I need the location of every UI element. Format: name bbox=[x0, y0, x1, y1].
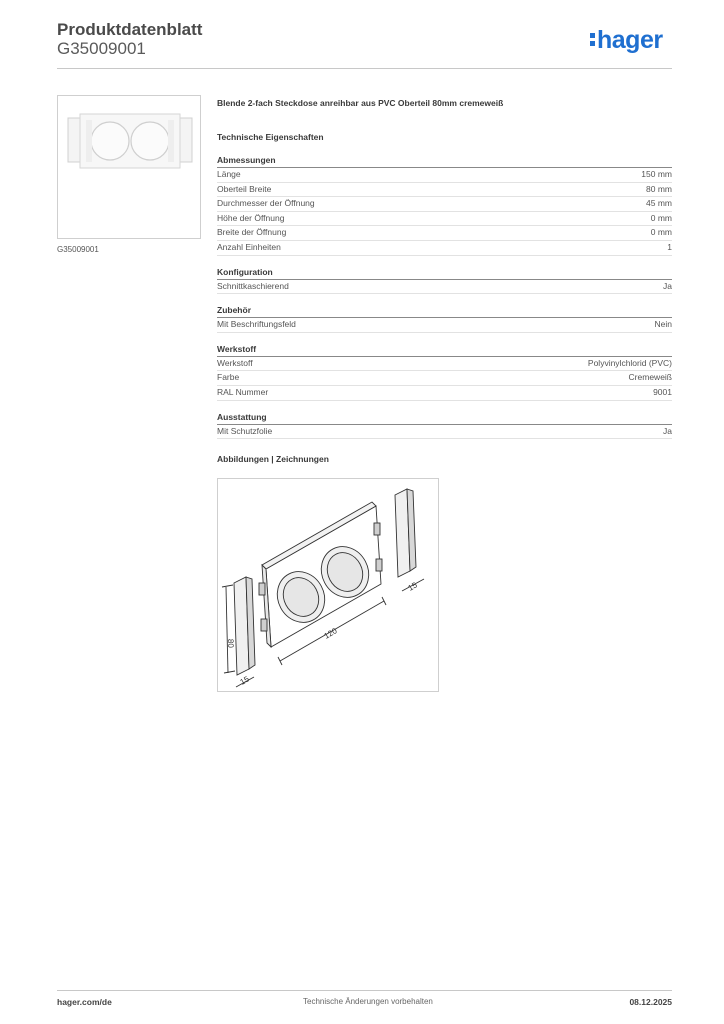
footer-date: 08.12.2025 bbox=[629, 997, 672, 1007]
section-heading: Konfiguration bbox=[217, 266, 672, 280]
dim-height-label: 80 bbox=[226, 638, 236, 648]
property-row bbox=[217, 318, 672, 333]
property-value: 9001 bbox=[653, 386, 672, 397]
header-divider bbox=[57, 68, 672, 69]
page-title: Produktdatenblatt bbox=[57, 20, 203, 39]
property-value: 1 bbox=[667, 241, 672, 252]
property-row bbox=[217, 425, 672, 440]
logo-text: hager bbox=[597, 26, 663, 54]
property-row bbox=[217, 386, 672, 401]
property-section bbox=[217, 304, 672, 333]
property-label: Werkstoff bbox=[217, 357, 253, 368]
property-sections bbox=[217, 154, 672, 439]
thumbnail-caption: G35009001 bbox=[57, 245, 99, 254]
property-label: Breite der Öffnung bbox=[217, 227, 287, 238]
section-heading: Abmessungen bbox=[217, 154, 672, 168]
property-label: Farbe bbox=[217, 372, 240, 383]
property-label: Mit Beschriftungsfeld bbox=[217, 319, 296, 330]
logo-dots-icon bbox=[590, 29, 597, 49]
property-row bbox=[217, 226, 672, 241]
section-heading: Zubehör bbox=[217, 304, 672, 318]
property-label: Mit Schutzfolie bbox=[217, 425, 273, 436]
property-value: Nein bbox=[654, 319, 672, 330]
property-row bbox=[217, 371, 672, 386]
dim-cap-right-label: 15 bbox=[406, 580, 419, 593]
property-row bbox=[217, 212, 672, 227]
property-label: RAL Nummer bbox=[217, 386, 269, 397]
property-value: 0 mm bbox=[650, 227, 672, 238]
property-label: Oberteil Breite bbox=[217, 183, 272, 194]
section-heading: Ausstattung bbox=[217, 411, 672, 425]
property-label: Schnittkaschierend bbox=[217, 280, 289, 291]
property-value: Cremeweiß bbox=[628, 372, 672, 383]
property-label: Anzahl Einheiten bbox=[217, 241, 281, 252]
property-value: 150 mm bbox=[641, 169, 672, 179]
property-row bbox=[217, 183, 672, 198]
property-label: Höhe der Öffnung bbox=[217, 212, 285, 223]
property-value: 45 mm bbox=[646, 198, 672, 209]
drawings-heading: Abbildungen | Zeichnungen bbox=[217, 454, 329, 465]
property-row bbox=[217, 357, 672, 372]
product-thumbnail-image bbox=[58, 96, 200, 238]
property-row bbox=[217, 280, 672, 295]
property-section bbox=[217, 343, 672, 401]
product-title: Blende 2-fach Steckdose anreihbar aus PVC Oberteil 80mm cremeweiß bbox=[217, 98, 504, 108]
property-label: Durchmesser der Öffnung bbox=[217, 198, 315, 209]
property-value: Ja bbox=[663, 280, 672, 291]
footer-divider bbox=[57, 990, 672, 991]
property-value: Polyvinylchlorid (PVC) bbox=[587, 357, 672, 368]
property-section bbox=[217, 266, 672, 295]
property-row bbox=[217, 197, 672, 212]
footer-website: hager.com/de bbox=[57, 997, 112, 1007]
property-section bbox=[217, 154, 672, 256]
technical-drawing bbox=[217, 478, 439, 692]
section-heading: Werkstoff bbox=[217, 343, 672, 357]
property-section bbox=[217, 411, 672, 440]
product-details bbox=[217, 96, 672, 465]
property-row bbox=[217, 168, 672, 183]
property-value: 0 mm bbox=[650, 212, 672, 223]
hager-logo bbox=[590, 26, 663, 55]
footer-note: Technische Änderungen vorbehalten bbox=[303, 997, 433, 1006]
property-value: 80 mm bbox=[646, 183, 672, 194]
technical-properties-heading: Technische Eigenschaften bbox=[217, 132, 324, 142]
property-label: Länge bbox=[217, 169, 241, 179]
product-code: G35009001 bbox=[57, 39, 146, 58]
property-value: Ja bbox=[663, 425, 672, 436]
dim-length-label: 120 bbox=[322, 626, 339, 641]
dim-cap-left-label: 15 bbox=[238, 674, 251, 687]
property-row bbox=[217, 241, 672, 256]
product-thumbnail bbox=[57, 95, 201, 239]
technical-drawing-image bbox=[218, 479, 438, 691]
